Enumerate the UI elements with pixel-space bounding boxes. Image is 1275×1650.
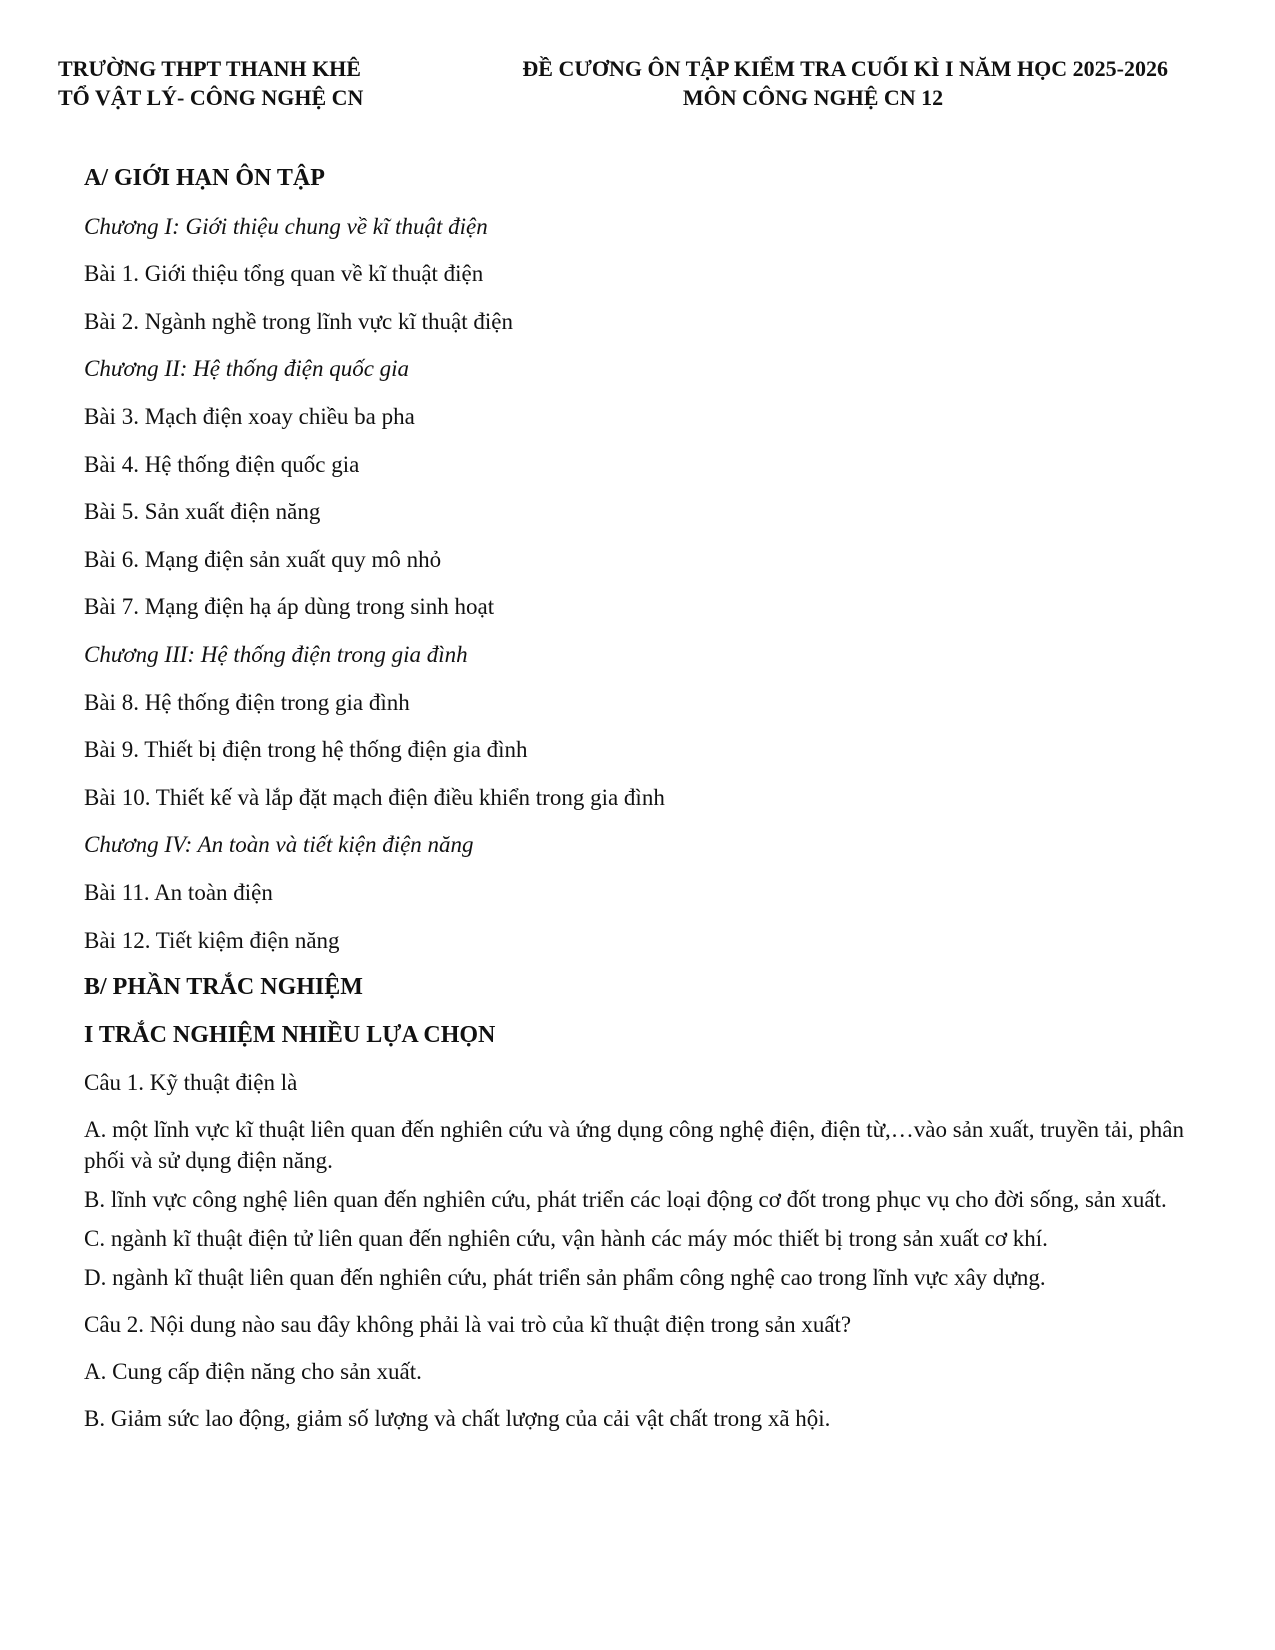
lesson-8: Bài 8. Hệ thống điện trong gia đình xyxy=(84,689,410,715)
document-body xyxy=(84,155,1204,1442)
lesson-7: Bài 7. Mạng điện hạ áp dùng trong sinh hoạt xyxy=(84,594,495,620)
lesson-3: Bài 3. Mạch điện xoay chiều ba pha xyxy=(84,403,415,429)
document-title: ĐỀ CƯƠNG ÔN TẬP KIỂM TRA CUỐI KÌ I NĂM HỌC 2025-2026 xyxy=(522,56,1168,81)
question-1-option-a: A. một lĩnh vực kĩ thuật liên quan đến nghiên cứu và ứng dụng công nghệ điện, điện từ,…vào sản xuất, truyền tải, phân phối và sử dụng điện năng. xyxy=(84,1117,1184,1174)
question-1-option-c: C. ngành kĩ thuật điện tử liên quan đến nghiên cứu, vận hành các máy móc thiết bị trong sản xuất cơ khí. xyxy=(84,1226,1048,1252)
lesson-10: Bài 10. Thiết kế và lắp đặt mạch điện điều khiển trong gia đình xyxy=(84,784,665,810)
lesson-4: Bài 4. Hệ thống điện quốc gia xyxy=(84,451,360,477)
lesson-9: Bài 9. Thiết bị điện trong hệ thống điện gia đình xyxy=(84,737,528,763)
section-a-title: A/ GIỚI HẠN ÔN TẬP xyxy=(84,165,325,191)
chapter-4: Chương IV: An toàn và tiết kiện điện năng xyxy=(84,832,474,858)
lesson-5: Bài 5. Sản xuất điện năng xyxy=(84,499,321,525)
question-2-option-b: B. Giảm sức lao động, giảm số lượng và chất lượng của cải vật chất trong xã hội. xyxy=(84,1406,831,1432)
subject-name: MÔN CÔNG NGHỆ CN 12 xyxy=(682,85,944,110)
section-b-subtitle: I TRẮC NGHIỆM NHIỀU LỰA CHỌN xyxy=(84,1021,496,1048)
chapter-3: Chương III: Hệ thống điện trong gia đình xyxy=(84,641,468,667)
lesson-6: Bài 6. Mạng điện sản xuất quy mô nhỏ xyxy=(84,546,442,572)
question-1-option-d: D. ngành kĩ thuật liên quan đến nghiên cứu, phát triển sản phẩm công nghệ cao trong lĩnh vực xây dựng. xyxy=(84,1265,1046,1291)
section-b-title: B/ PHẦN TRẮC NGHIỆM xyxy=(84,974,363,1001)
question-1: Câu 1. Kỹ thuật điện là xyxy=(84,1070,298,1096)
chapter-1: Chương I: Giới thiệu chung về kĩ thuật điện xyxy=(84,213,488,239)
lesson-11: Bài 11. An toàn điện xyxy=(84,879,273,905)
school-name: TRƯỜNG THPT THANH KHÊ xyxy=(58,56,361,81)
question-1-option-b: B. lĩnh vực công nghệ liên quan đến nghiên cứu, phát triển các loại động cơ đốt trong phục vụ cho đời sống, sản xuất. xyxy=(84,1187,1167,1213)
chapter-2: Chương II: Hệ thống điện quốc gia xyxy=(84,356,410,382)
department-name: TỔ VẬT LÝ- CÔNG NGHỆ CN xyxy=(58,85,364,110)
question-2: Câu 2. Nội dung nào sau đây không phải là vai trò của kĩ thuật điện trong sản xuất? xyxy=(84,1312,852,1338)
lesson-12: Bài 12. Tiết kiệm điện năng xyxy=(84,927,340,953)
lesson-1: Bài 1. Giới thiệu tổng quan về kĩ thuật điện xyxy=(84,261,484,287)
header-right xyxy=(458,54,1168,112)
lesson-2: Bài 2. Ngành nghề trong lĩnh vực kĩ thuật điện xyxy=(84,308,513,334)
header-left xyxy=(58,54,438,112)
question-2-option-a: A. Cung cấp điện năng cho sản xuất. xyxy=(84,1359,422,1385)
